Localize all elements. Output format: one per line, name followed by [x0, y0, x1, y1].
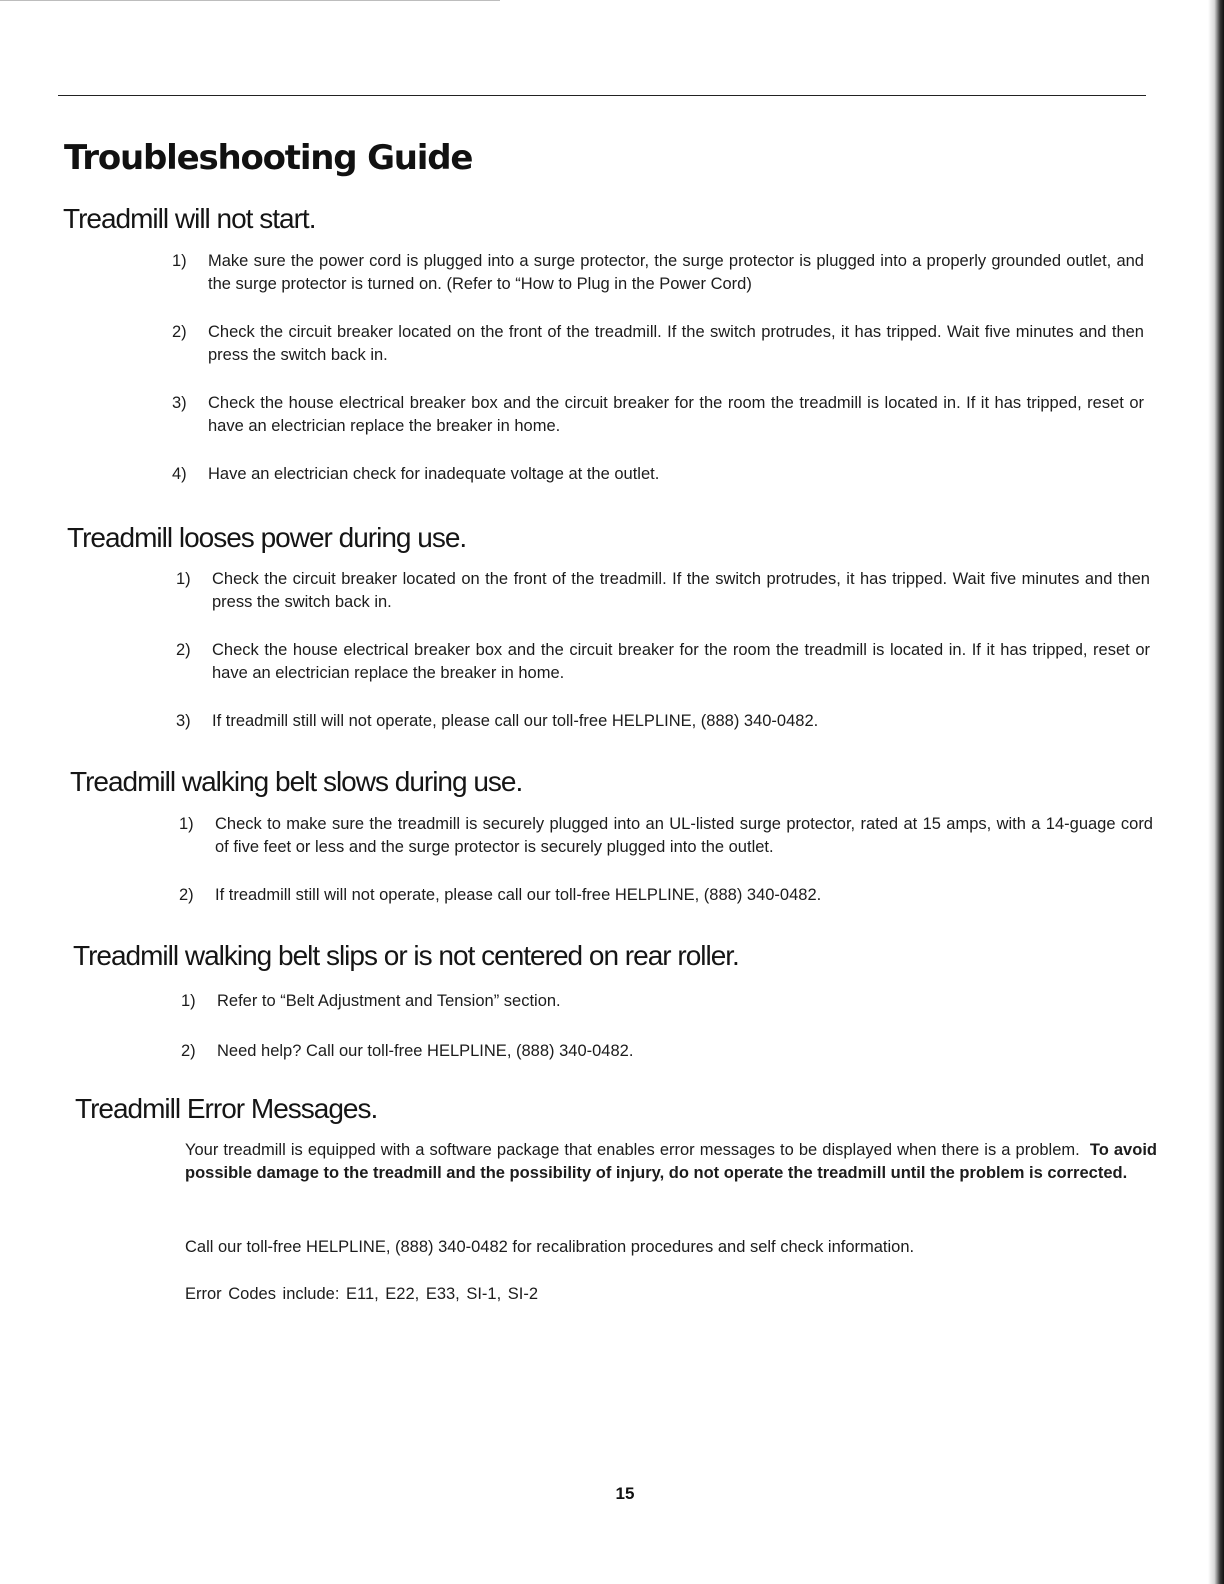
- step-number: 1): [179, 815, 194, 833]
- error-intro-text: Your treadmill is equipped with a software package that enables error messages to be displayed when there is a problem.: [185, 1141, 1080, 1159]
- step-number: 2): [179, 886, 194, 904]
- step-text: Need help? Call our toll-free HELPLINE, (888) 340-0482.: [217, 1042, 634, 1060]
- steps-belt-slips: [181, 990, 1155, 1088]
- header-rule: [58, 95, 1146, 96]
- step-number: 1): [172, 252, 187, 270]
- steps-looses-power: [176, 568, 1150, 758]
- list-item: [176, 710, 1150, 733]
- step-text: Make sure the power cord is plugged into a surge protector, the surge protector is plugged into a properly grounded outlet, and the surge protector is turned on. (Refer to “How to Plug in the Power Cord): [208, 252, 1144, 293]
- steps-belt-slows: [179, 813, 1153, 932]
- step-number: 3): [176, 712, 191, 730]
- step-text: If treadmill still will not operate, please call our toll-free HELPLINE, (888) 340-0482.: [215, 886, 822, 904]
- list-item: [176, 639, 1150, 685]
- section-heading-looses-power: Treadmill looses power during use.: [67, 522, 467, 553]
- step-number: 2): [181, 1042, 196, 1060]
- step-text: Refer to “Belt Adjustment and Tension” section.: [217, 992, 561, 1010]
- list-item: [181, 1040, 1155, 1063]
- step-number: 3): [172, 394, 187, 412]
- error-intro-paragraph: [185, 1139, 1157, 1185]
- step-text: Check the circuit breaker located on the front of the treadmill. If the switch protrudes, it has tripped. Wait five minutes and then press the switch back in.: [212, 570, 1150, 611]
- step-number: 2): [176, 641, 191, 659]
- list-item: [172, 321, 1144, 367]
- step-text: Have an electrician check for inadequate voltage at the outlet.: [208, 465, 660, 483]
- section-heading-belt-slips: Treadmill walking belt slips or is not centered on rear roller.: [73, 940, 739, 971]
- error-warning-text: To avoid possible damage to the treadmill and the possibility of injury, do not operate the treadmill until the problem is corrected.: [185, 1141, 1157, 1182]
- step-number: 1): [176, 570, 191, 588]
- section-heading-error-messages: Treadmill Error Messages.: [75, 1093, 378, 1124]
- page-title: Troubleshooting Guide: [64, 138, 473, 178]
- list-item: [176, 568, 1150, 614]
- scan-edge-line: [0, 0, 500, 1]
- list-item: [172, 250, 1144, 296]
- step-text: Check the house electrical breaker box and the circuit breaker for the room the treadmill is located in. If it has tripped, reset or have an electrician replace the breaker in home.: [212, 641, 1150, 682]
- section-heading-belt-slows: Treadmill walking belt slows during use.: [70, 766, 523, 797]
- scan-edge-shadow: [1208, 0, 1224, 1584]
- list-item: [172, 392, 1144, 438]
- step-text: Check the house electrical breaker box and the circuit breaker for the room the treadmill is located in. If it has tripped, reset or have an electrician replace the breaker in home.: [208, 394, 1144, 435]
- step-text: If treadmill still will not operate, please call our toll-free HELPLINE, (888) 340-0482.: [212, 712, 819, 730]
- list-item: [179, 813, 1153, 859]
- list-item: [179, 884, 1153, 907]
- list-item: [181, 990, 1155, 1013]
- step-number: 4): [172, 465, 187, 483]
- step-text: Check to make sure the treadmill is securely plugged into an UL-listed surge protector, rated at 15 amps, with a 14-guage cord of five feet or less and the surge protector is securely plugged into the outlet.: [215, 815, 1153, 856]
- section-heading-will-not-start: Treadmill will not start.: [63, 203, 316, 234]
- steps-will-not-start: [172, 250, 1144, 511]
- list-item: [172, 463, 1144, 486]
- step-number: 2): [172, 323, 187, 341]
- helpline-paragraph: Call our toll-free HELPLINE, (888) 340-0482 for recalibration procedures and self check information.: [185, 1238, 915, 1256]
- page-number: 15: [615, 1484, 635, 1503]
- step-text: Check the circuit breaker located on the front of the treadmill. If the switch protrudes, it has tripped. Wait five minutes and then press the switch back in.: [208, 323, 1144, 364]
- step-number: 1): [181, 992, 196, 1010]
- error-codes-paragraph: Error Codes include: E11, E22, E33, SI-1, SI-2: [185, 1285, 539, 1303]
